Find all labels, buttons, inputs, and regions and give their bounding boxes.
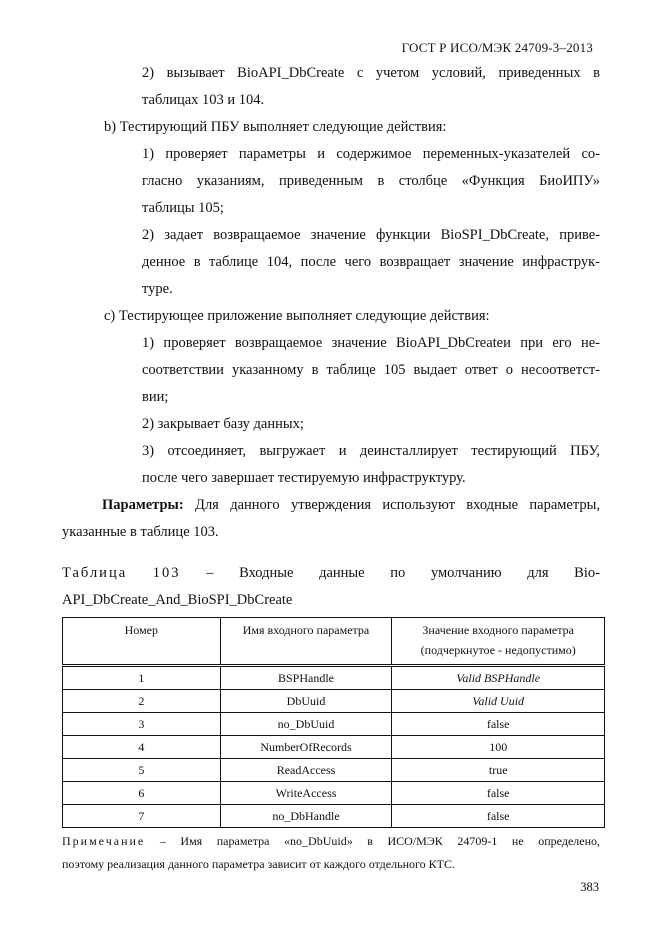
- text-line: гласно указаниям, приведенным в столбце «Функция БиоИПУ»: [142, 173, 600, 189]
- table-caption-cont: API_DbCreate_And_BioSPI_DbCreate: [62, 592, 293, 608]
- cell-number: 3: [63, 713, 221, 736]
- caption-text: Bio-: [574, 565, 600, 581]
- caption-text: по: [390, 565, 406, 581]
- cell-value: Valid BSPHandle: [392, 666, 605, 690]
- text-line: b) Тестирующий ПБУ выполняет следующие действия:: [104, 119, 447, 135]
- table-row: [63, 666, 605, 690]
- cell-name: BSPHandle: [220, 666, 392, 690]
- text-line: после чего завершает тестируемую инфраструктуру.: [142, 470, 466, 486]
- cell-value: Valid Uuid: [392, 690, 605, 713]
- cell-number: 1: [63, 666, 221, 690]
- cell-number: 4: [63, 736, 221, 759]
- cell-number: 2: [63, 690, 221, 713]
- text-line: таблицах 103 и 104.: [142, 92, 265, 108]
- header-value-line2: (подчеркнутое - недопустимо): [420, 643, 576, 657]
- cell-value: false: [392, 782, 605, 805]
- cell-name: ReadAccess: [220, 759, 392, 782]
- table-row: [63, 690, 605, 713]
- text-line: туре.: [142, 281, 173, 297]
- caption-dash: –: [206, 565, 214, 581]
- table-note: [62, 829, 600, 853]
- cell-value: 100: [392, 736, 605, 759]
- text-line: соответствии указанному в таблице 105 выдает ответ о несоответст-: [142, 362, 600, 378]
- text-line: вии;: [142, 389, 169, 405]
- text-line: 2) задает возвращаемое значение функции BioSPI_DbCreate, приве-: [142, 227, 600, 243]
- text-line: 2) вызывает BioAPI_DbCreate с учетом условий, приведенных в: [142, 65, 600, 81]
- params-text: Для данного утверждения используют входные параметры,: [195, 497, 600, 513]
- table-row: [63, 782, 605, 805]
- cell-number: 6: [63, 782, 221, 805]
- caption-number: 103: [152, 565, 181, 581]
- header-name: Имя входного параметра: [220, 618, 392, 666]
- table-caption: [62, 565, 600, 582]
- text-line: 1) проверяет возвращаемое значение BioAPI_DbCreateи при его не-: [142, 335, 600, 351]
- header-value: [392, 618, 605, 666]
- header-number: Номер: [63, 618, 221, 666]
- page-number: 383: [580, 880, 599, 894]
- table-row: [63, 713, 605, 736]
- parameters-table: [62, 617, 605, 828]
- cell-value: false: [392, 713, 605, 736]
- cell-name: NumberOfRecords: [220, 736, 392, 759]
- params-text-cont: указанные в таблице 103.: [62, 524, 219, 540]
- cell-name: no_DbUuid: [220, 713, 392, 736]
- text-line: c) Тестирующее приложение выполняет следующие действия:: [104, 308, 490, 324]
- cell-value: true: [392, 759, 605, 782]
- cell-name: WriteAccess: [220, 782, 392, 805]
- document-header: ГОСТ Р ИСО/МЭК 24709-3–2013: [401, 40, 593, 55]
- caption-text: для: [527, 565, 549, 581]
- cell-name: DbUuid: [220, 690, 392, 713]
- caption-text: данные: [319, 565, 365, 581]
- table-note-cont: поэтому реализация данного параметра зависит от каждого отдельного КТС.: [62, 857, 455, 871]
- cell-number: 7: [63, 805, 221, 828]
- text-line: таблицы 105;: [142, 200, 224, 216]
- table-row: [63, 736, 605, 759]
- text-line: 1) проверяет параметры и содержимое переменных-указателей со-: [142, 146, 600, 162]
- params-paragraph: [62, 495, 600, 515]
- text-line: 3) отсоединяет, выгружает и деинсталлирует тестирующий ПБУ,: [142, 443, 600, 459]
- text-line: денное в таблице 104, после чего возвращает значение инфраструк-: [142, 254, 600, 270]
- params-label: Параметры:: [102, 497, 184, 513]
- table-row: [63, 759, 605, 782]
- cell-number: 5: [63, 759, 221, 782]
- caption-text: умолчанию: [430, 565, 502, 581]
- note-label: Примечание: [62, 834, 146, 848]
- header-value-line1: Значение входного параметра: [422, 623, 574, 637]
- caption-text: Входные: [239, 565, 294, 581]
- note-text: – Имя параметра «no_DbUuid» в ИСО/МЭК 24709-1 не определено,: [159, 834, 601, 848]
- cell-value: false: [392, 805, 605, 828]
- caption-word: Таблица: [62, 565, 128, 581]
- table-header-row: [63, 618, 605, 666]
- table-row: [63, 805, 605, 828]
- cell-name: no_DbHandle: [220, 805, 392, 828]
- text-line: 2) закрывает базу данных;: [142, 416, 304, 432]
